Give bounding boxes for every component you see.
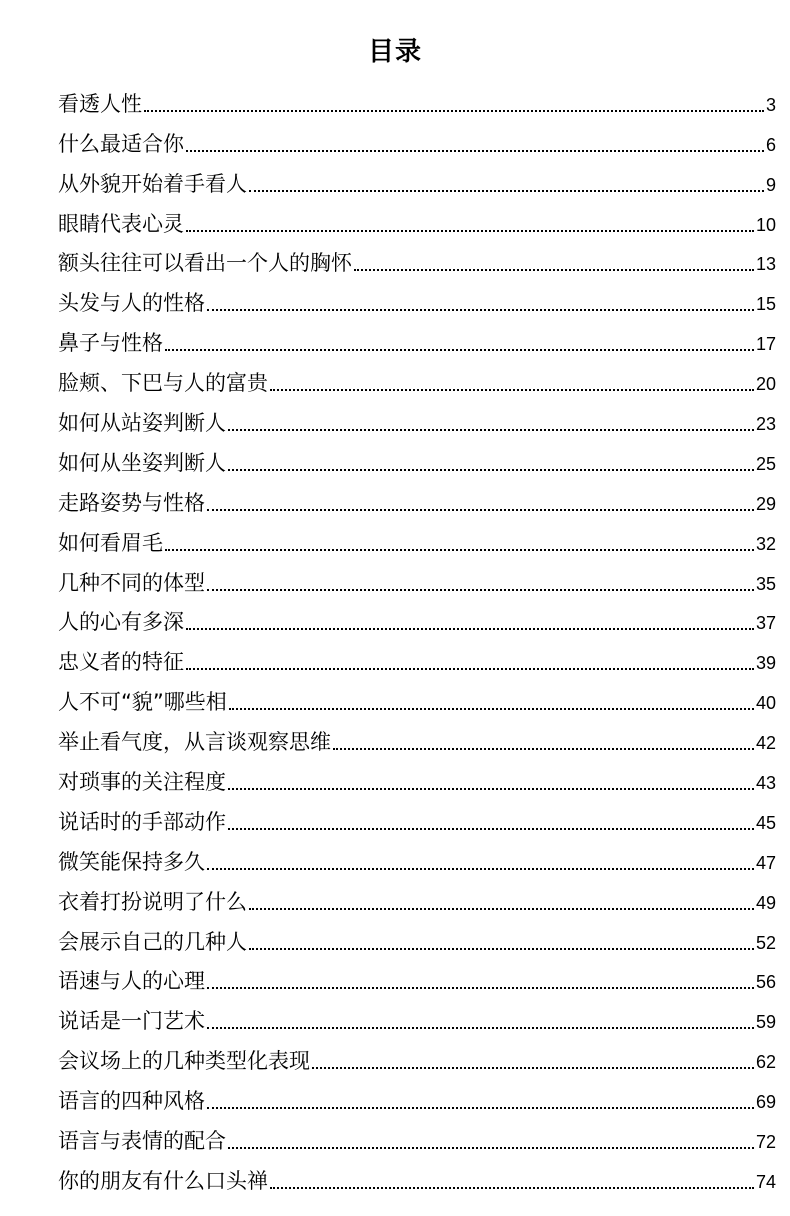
toc-entry-title: 鼻子与性格 [58,331,163,356]
toc-entry-page-number: 20 [755,374,776,395]
dot-leader [207,589,754,591]
toc-entry-page-number: 72 [755,1132,776,1153]
toc-entry-title: 眼睛代表心灵 [58,211,184,236]
toc-entry-page-number: 69 [755,1092,776,1113]
toc-entry-title: 几种不同的体型 [58,570,205,595]
toc-entry-page-number: 32 [755,533,776,554]
dot-leader [270,389,754,391]
toc-entry[interactable] [58,561,776,601]
dot-leader [228,1147,754,1149]
page-title: 目录 [367,37,422,67]
dot-leader [270,1187,754,1189]
toc-entry-title: 走路姿势与性格 [58,490,205,515]
toc-entry-title: 语言与表情的配合 [58,1129,226,1154]
toc-entry-title: 如何从站姿判断人 [58,411,226,436]
toc-entry[interactable] [58,800,776,840]
toc-entry-title: 如何从坐姿判断人 [58,450,226,475]
toc-entry-page-number: 17 [755,334,776,355]
toc-entry-title: 额头往往可以看出一个人的胸怀 [58,251,352,276]
dot-leader [249,948,754,950]
toc-entry-title: 对琐事的关注程度 [58,770,226,795]
dot-leader [354,269,754,271]
toc-entry-page-number: 52 [755,932,776,953]
dot-leader [207,1107,754,1109]
toc-entry[interactable] [58,680,776,720]
toc-entry-page-number: 23 [755,414,776,435]
toc-entry-title: 会议场上的几种类型化表现 [58,1049,310,1074]
dot-leader [249,190,764,192]
toc-entry-title: 什么最适合你 [58,131,184,156]
toc-entry[interactable] [58,999,776,1039]
toc-entry[interactable] [58,1079,776,1119]
dot-leader [186,668,754,670]
toc-entry[interactable] [58,481,776,521]
toc-entry-title: 人的心有多深 [58,610,184,635]
dot-leader [186,150,764,152]
toc-entry-title: 脸颊、下巴与人的富贵 [58,371,268,396]
dot-leader [144,110,764,112]
dot-leader [207,1027,754,1029]
toc-entry-page-number: 35 [755,573,776,594]
toc-entry-page-number: 13 [755,254,776,275]
dot-leader [228,788,754,790]
toc-entry[interactable] [58,521,776,561]
toc-entry[interactable] [58,960,776,1000]
toc-entry-title: 从外貌开始着手看人 [58,171,247,196]
toc-entry-page-number: 49 [755,892,776,913]
toc-entry-page-number: 42 [755,733,776,754]
toc-entry-page-number: 15 [755,294,776,315]
toc-entry[interactable] [58,321,776,361]
toc-entry-title: 如何看眉毛 [58,530,163,555]
toc-entry[interactable] [58,1119,776,1159]
toc-entry-page-number: 74 [755,1171,776,1192]
toc-entry-page-number: 47 [755,852,776,873]
toc-entry-page-number: 62 [755,1052,776,1073]
toc-entry-title: 衣着打扮说明了什么 [58,889,247,914]
dot-leader [165,549,754,551]
toc-entry[interactable] [58,242,776,282]
dot-leader [186,230,754,232]
toc-entry-page-number: 25 [755,453,776,474]
toc-entry-title: 忠义者的特征 [58,650,184,675]
toc-entry[interactable] [58,401,776,441]
toc-entry[interactable] [58,162,776,202]
toc-entry-title: 说话是一门艺术 [58,1009,205,1034]
toc-entry-title: 语速与人的心理 [58,969,205,994]
toc-entry[interactable] [58,760,776,800]
dot-leader [165,349,754,351]
toc-entry-title: 说话时的手部动作 [58,809,226,834]
toc-entry-title: 看透人性 [58,91,142,116]
dot-leader [249,908,754,910]
dot-leader [207,309,754,311]
toc-entry[interactable] [58,281,776,321]
toc-entry-page-number: 3 [765,94,776,115]
toc-entry-title: 微笑能保持多久 [58,849,205,874]
toc-entry-title: 语言的四种风格 [58,1089,205,1114]
dot-leader [229,708,754,710]
dot-leader [186,628,754,630]
toc-entry[interactable] [58,640,776,680]
toc-entry[interactable] [58,920,776,960]
toc-entry[interactable] [58,720,776,760]
toc-entry-page-number: 10 [755,214,776,235]
dot-leader [228,469,754,471]
toc-entry[interactable] [58,601,776,641]
dot-leader [228,429,754,431]
toc-entry[interactable] [58,840,776,880]
toc-entry[interactable] [58,122,776,162]
toc-entry-title: 头发与人的性格 [58,291,205,316]
toc-entry-page-number: 37 [755,613,776,634]
dot-leader [228,828,754,830]
toc-entry-page-number: 43 [755,773,776,794]
toc-entry-title: 人不可“貌”哪些相 [58,690,227,715]
toc-entry-page-number: 45 [755,812,776,833]
dot-leader [312,1067,754,1069]
toc-entry-title: 你的朋友有什么口头禅 [58,1168,268,1193]
toc-entry-title: 举止看气度，从言谈观察思维 [58,730,331,755]
toc-entry-page-number: 40 [755,693,776,714]
toc-entry-page-number: 6 [765,134,776,155]
dot-leader [207,509,754,511]
toc-entry-title: 会展示自己的几种人 [58,929,247,954]
toc-entry-page-number: 59 [755,1012,776,1033]
toc-entry-page-number: 29 [755,493,776,514]
toc-entry-page-number: 56 [755,972,776,993]
toc-entry[interactable] [58,1159,776,1199]
dot-leader [333,748,754,750]
toc-entry[interactable] [58,361,776,401]
toc-entry-page-number: 9 [765,174,776,195]
toc-entry[interactable] [58,880,776,920]
dot-leader [207,987,754,989]
toc-entry-page-number: 39 [755,653,776,674]
toc-entry[interactable] [58,441,776,481]
toc-entry[interactable] [58,202,776,242]
dot-leader [207,868,754,870]
toc-entry[interactable] [58,82,776,122]
toc-entry[interactable] [58,1039,776,1079]
table-of-contents [58,82,776,1199]
